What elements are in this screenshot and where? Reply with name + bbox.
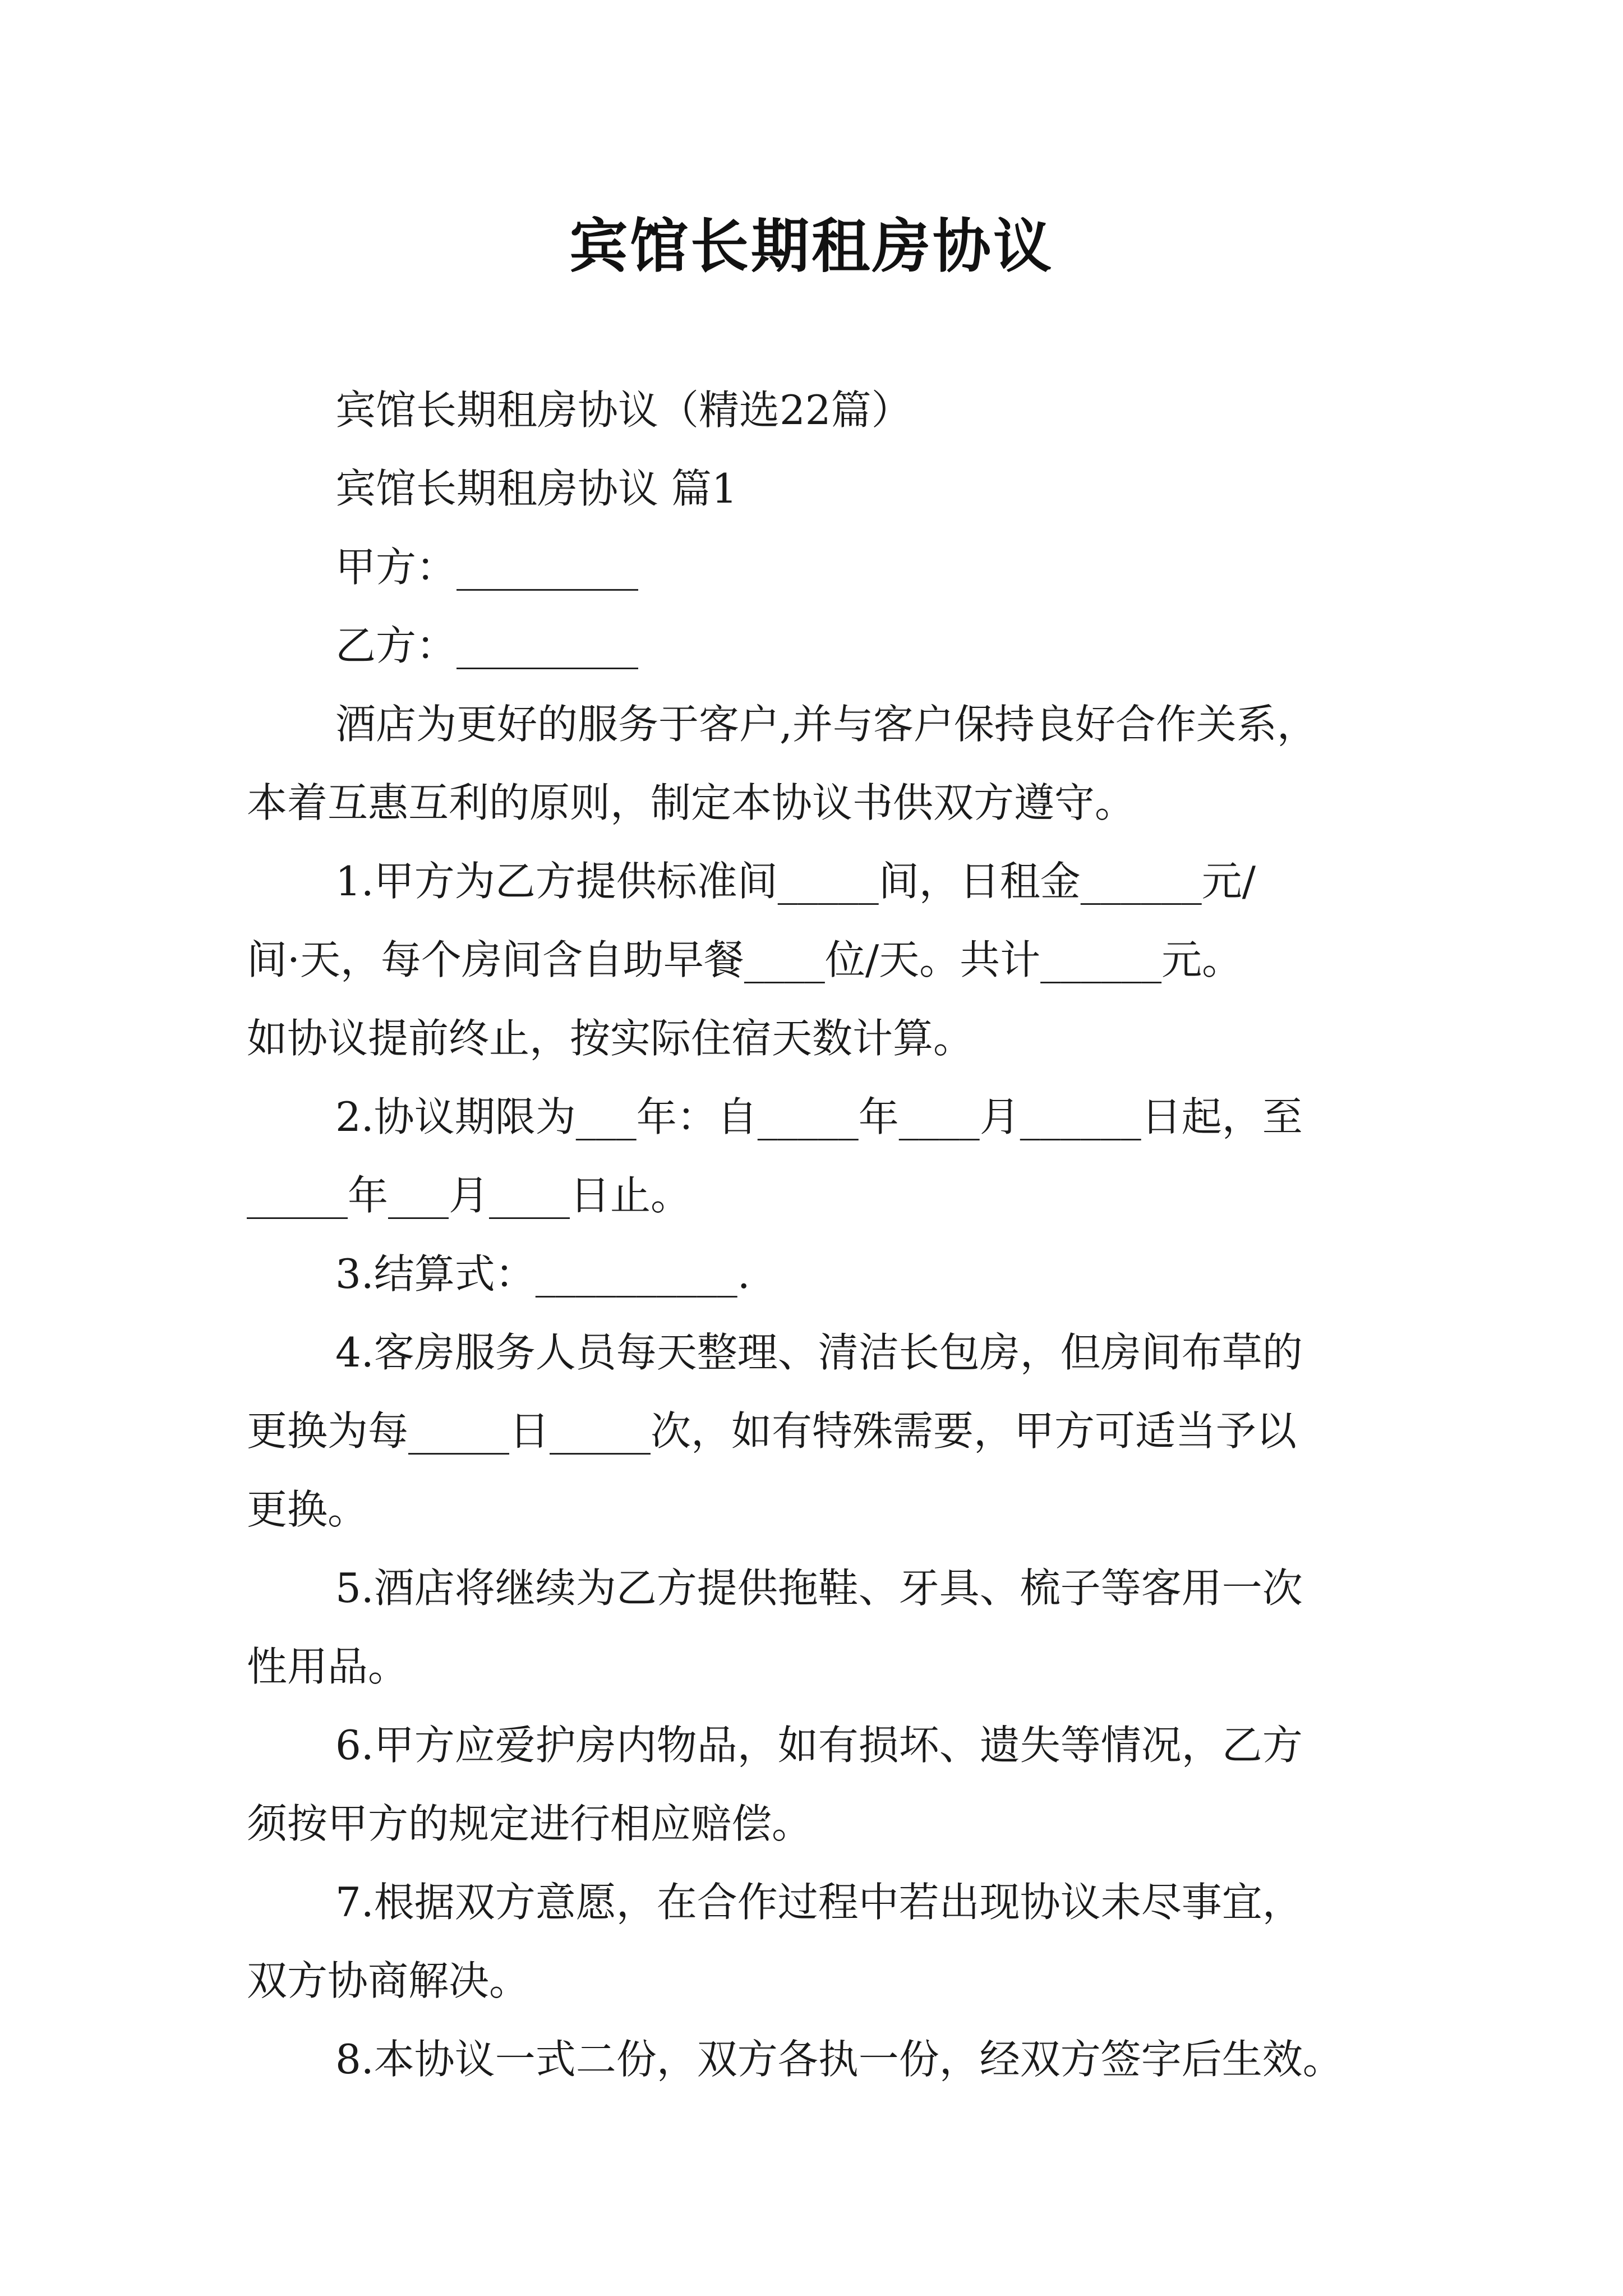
document-title: 宾馆长期租房协议 [569, 211, 1054, 280]
subtitle-line: 宾馆长期租房协议（精选22篇） [335, 386, 912, 434]
clause-1-line: 如协议提前终止，按实际住宿天数计算。 [247, 1015, 974, 1062]
paragraph-line: 酒店为更好的服务于客户,并与客户保持良好合作关系， [335, 701, 1317, 748]
clause-7-line: 7.根据双方意愿，在合作过程中若出现协议未尽事宜， [335, 1879, 1303, 1926]
clause-7-line: 双方协商解决。 [247, 1957, 530, 2004]
clause-4-line: 更换。 [247, 1486, 368, 1533]
party-b-line: 乙方：_________ [335, 622, 639, 669]
clause-5-line: 性用品。 [247, 1643, 409, 1690]
party-a-line: 甲方：_________ [335, 544, 639, 591]
section-heading: 宾馆长期租房协议 篇1 [335, 465, 737, 512]
paragraph-line: 本着互惠互利的原则，制定本协议书供双方遵守。 [247, 779, 1136, 826]
clause-1-line: 间·天，每个房间含自助早餐____位/天。共计______元。 [247, 936, 1243, 983]
clause-4-line: 更换为每_____日_____次，如有特殊需要，甲方可适当予以 [247, 1407, 1297, 1455]
clause-8-line: 8.本协议一式二份，双方各执一份，经双方签字后生效。 [335, 2036, 1343, 2083]
clause-2-line: _____年___月____日止。 [247, 1172, 691, 1219]
clause-6-line: 须按甲方的规定进行相应赔偿。 [247, 1800, 813, 1847]
clause-2-line: 2.协议期限为___年：自_____年____月______日起，至 [335, 1093, 1303, 1140]
clause-6-line: 6.甲方应爱护房内物品，如有损坏、遗失等情况，乙方 [335, 1722, 1303, 1769]
clause-3-line: 3.结算式：__________. [335, 1250, 750, 1297]
clause-4-line: 4.客房服务人员每天整理、清洁长包房，但房间布草的 [335, 1329, 1303, 1376]
clause-5-line: 5.酒店将继续为乙方提供拖鞋、牙具、梳子等客用一次 [335, 1565, 1303, 1612]
clause-1-line: 1.甲方为乙方提供标准间_____间，日租金______元/ [335, 858, 1256, 905]
